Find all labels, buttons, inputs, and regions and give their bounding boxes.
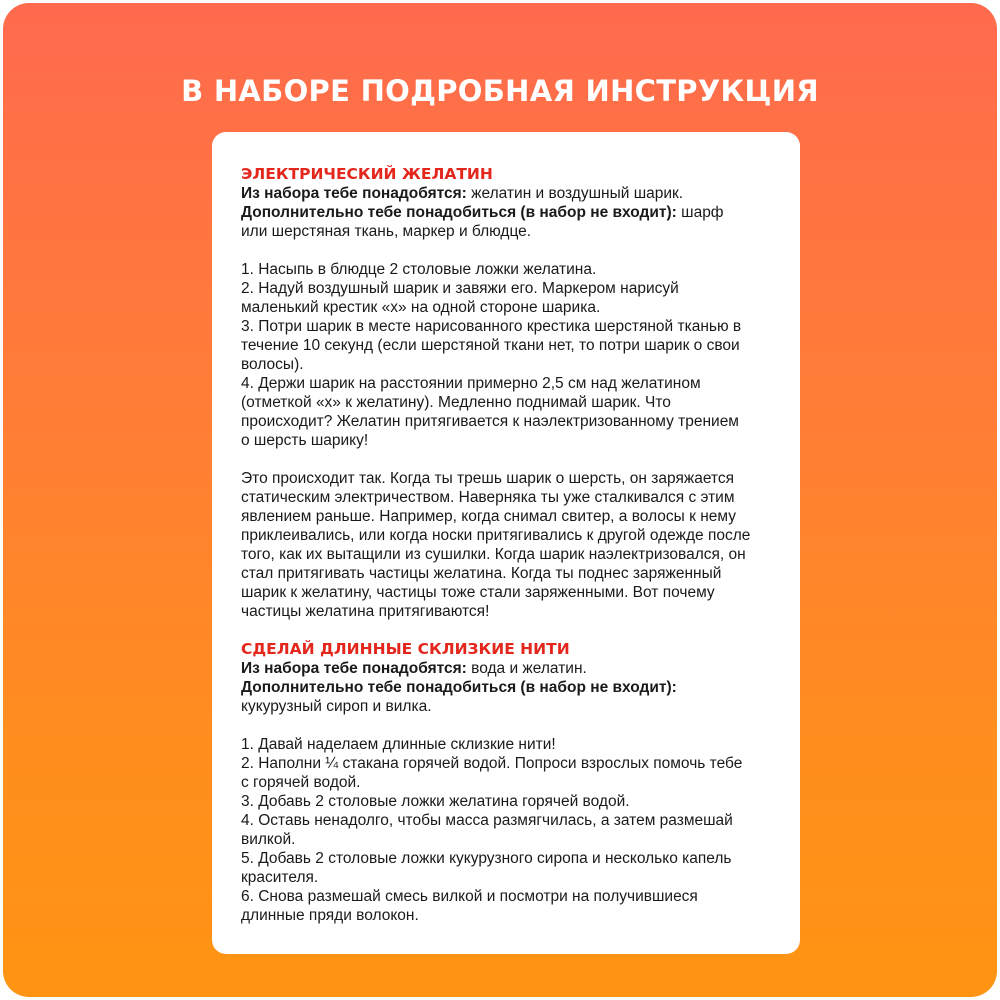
step-line: с горячей водой. — [241, 774, 361, 791]
banner-title: В НАБОРЕ ПОДРОБНАЯ ИНСТРУКЦИЯ — [181, 74, 819, 108]
step-line: длинные пряди волокон. — [241, 907, 419, 924]
step-line: 2. Наполни ¼ стакана горячей водой. Попроси взрослых помочь тебе — [241, 755, 743, 772]
explanation-line: явлением раньше. Например, когда снимал свитер, а волосы к нему — [241, 508, 736, 525]
step-line: красителя. — [241, 869, 319, 886]
step-line: течение 10 секунд (если шерстяной ткани нет, то потри шарик о свои — [241, 337, 740, 354]
section-divider — [241, 621, 780, 640]
step-line: 3. Добавь 2 столовые ложки желатина горячей водой. — [241, 793, 630, 810]
step-line: 6. Снова размешай смесь вилкой и посмотри на получившиеся — [241, 888, 698, 905]
step-line: вилкой. — [241, 831, 296, 848]
section-title: ЭЛЕКТРИЧЕСКИЙ ЖЕЛАТИН — [241, 165, 493, 183]
explanation-line: статическим электричеством. Наверняка ты уже сталкивался с этим — [241, 489, 735, 506]
extra-label: Дополнительно тебе понадобиться (в набор не входит): — [241, 204, 677, 221]
needed-line — [241, 659, 780, 678]
explanation-line: приклеивались, или когда носки притягивались к другой одежде после — [241, 527, 751, 544]
extra-value: шарф — [676, 204, 724, 221]
section-title: СДЕЛАЙ ДЛИННЫЕ СКЛИЗКИЕ НИТИ — [241, 640, 570, 658]
spacer — [241, 450, 780, 469]
step-line: 4. Держи шарик на расстоянии примерно 2,5 см над желатином — [241, 375, 701, 392]
needed-line — [241, 184, 780, 203]
step-line: 4. Оставь ненадолго, чтобы масса размягчилась, а затем размешай — [241, 812, 733, 829]
step-line: происходит? Желатин притягивается к наэлектризованному трением — [241, 413, 739, 430]
section-slimy-threads — [241, 640, 780, 925]
step-line: 3. Потри шарик в месте нарисованного крестика шерстяной тканью в — [241, 318, 742, 335]
spacer — [241, 241, 780, 260]
section-electric-gelatin — [241, 165, 780, 621]
needed-label: Из набора тебе понадобятся: — [241, 185, 467, 202]
step-line: волосы). — [241, 356, 304, 373]
extra-label: Дополнительно тебе понадобиться (в набор не входит): — [241, 679, 677, 696]
step-line: 5. Добавь 2 столовые ложки кукурузного сиропа и несколько капель — [241, 850, 732, 867]
needed-value: желатин и воздушный шарик. — [466, 185, 684, 202]
needed-label: Из набора тебе понадобятся: — [241, 660, 467, 677]
spacer — [241, 716, 780, 735]
extra-value: кукурузный сироп и вилка. — [241, 698, 432, 715]
extra-value-continued: или шерстяная ткань, маркер и блюдце. — [241, 223, 532, 240]
step-line: 2. Надуй воздушный шарик и завяжи его. Маркером нарисуй — [241, 280, 679, 297]
step-line: маленький крестик «х» на одной стороне шарика. — [241, 299, 601, 316]
explanation-line: шарик к желатину, частицы тоже стали заряженными. Вот почему — [241, 584, 715, 601]
step-line: 1. Насыпь в блюдце 2 столовые ложки желатина. — [241, 261, 597, 278]
instruction-banner — [3, 3, 997, 997]
needed-value: вода и желатин. — [466, 660, 587, 677]
extra-line — [241, 203, 780, 222]
instruction-card — [212, 132, 800, 954]
explanation-line: частицы желатина притягиваются! — [241, 603, 490, 620]
explanation-line: стал притягивать частицы желатина. Когда ты поднес заряженный — [241, 565, 722, 582]
step-line: (отметкой «х» к желатину). Медленно поднимай шарик. Что — [241, 394, 671, 411]
explanation-line: Это происходит так. Когда ты трешь шарик о шерсть, он заряжается — [241, 470, 734, 487]
explanation-line: того, как их вытащили из сушилки. Когда шарик наэлектризовался, он — [241, 546, 746, 563]
step-line: о шерсть шарику! — [241, 432, 369, 449]
step-line: 1. Давай наделаем длинные склизкие нити! — [241, 736, 556, 753]
